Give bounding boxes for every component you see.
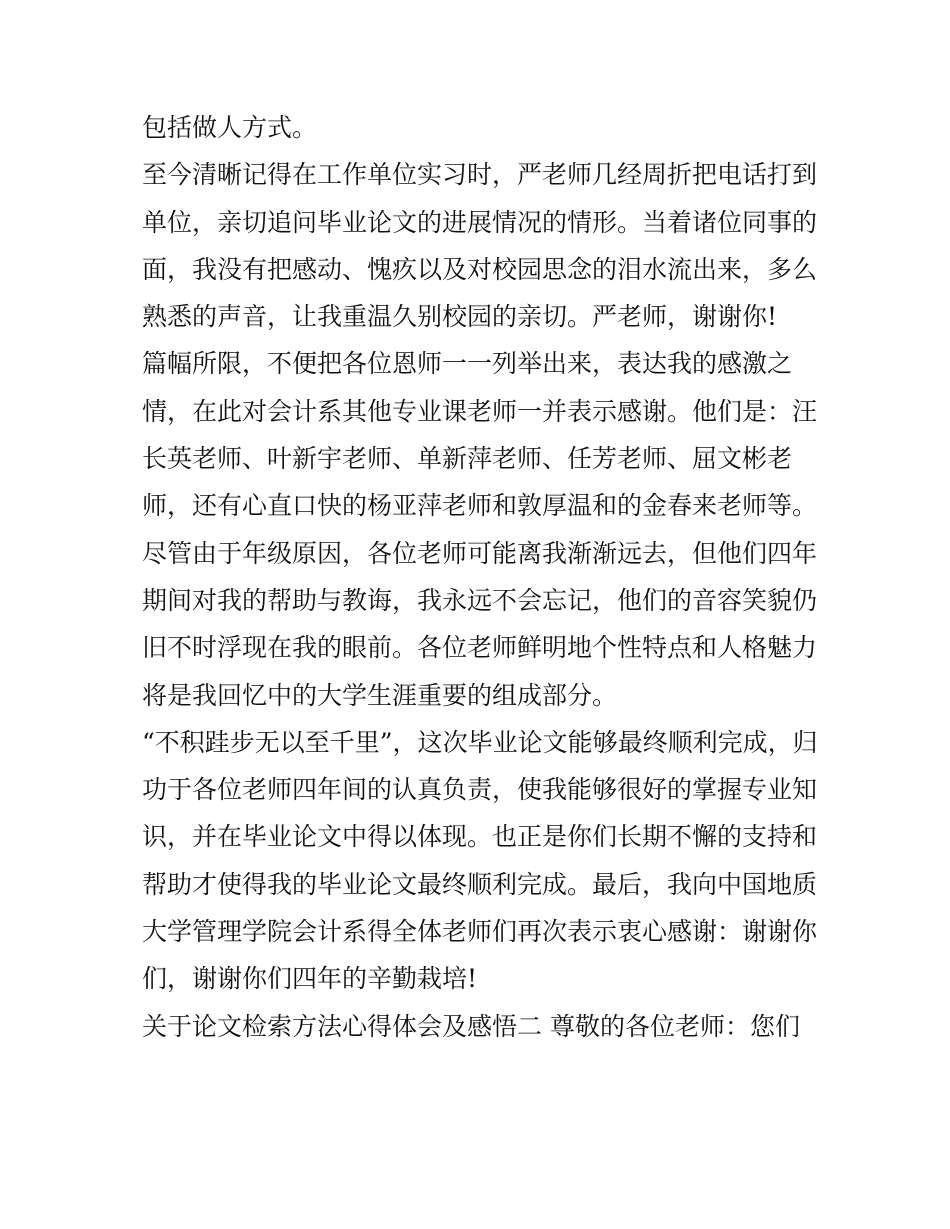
text-line: 包括做人方式。 bbox=[142, 113, 318, 142]
text-line: 长英老师、叶新宇老师、单新萍老师、任芳老师、屈文彬老 bbox=[142, 444, 793, 474]
text-line: 功于各位老师四年间的认真负责，使我能够很好的掌握专业知 bbox=[142, 775, 818, 805]
text-line: 们，谢谢你们四年的辛勤栽培! bbox=[142, 964, 478, 994]
text-line: 至今清晰记得在工作单位实习时，严老师几经周折把电话打到 bbox=[142, 160, 818, 190]
text-line: 大学管理学院会计系得全体老师们再次表示衷心感谢：谢谢你 bbox=[142, 917, 818, 947]
text-line: 情，在此对会计系其他专业课老师一并表示感谢。他们是：汪 bbox=[142, 396, 818, 426]
text-line: 识，并在毕业论文中得以体现。也正是你们长期不懈的支持和 bbox=[142, 822, 818, 852]
text-line: “不积跬步无以至千里”，这次毕业论文能够最终顺利完成，归 bbox=[142, 727, 818, 757]
text-line: 面，我没有把感动、愧疚以及对校园思念的泪水流出来，多么 bbox=[142, 254, 818, 284]
text-line: 熟悉的声音，让我重温久别校园的亲切。严老师，谢谢你! bbox=[142, 302, 778, 332]
text-line: 关于论文检索方法心得体会及感悟二 尊敬的各位老师：您们 bbox=[142, 1011, 800, 1041]
text-line: 篇幅所限，不便把各位恩师一一列举出来，表达我的感激之 bbox=[142, 349, 793, 379]
text-line: 师，还有心直口快的杨亚萍老师和敦厚温和的金春来老师等。 bbox=[142, 491, 818, 521]
text-line: 期间对我的帮助与教诲，我永远不会忘记，他们的音容笑貌仍 bbox=[142, 585, 818, 615]
text-line: 将是我回忆中的大学生涯重要的组成部分。 bbox=[142, 680, 618, 710]
text-line: 单位，亲切追问毕业论文的进展情况的情形。当着诸位同事的 bbox=[142, 207, 818, 237]
text-line: 旧不时浮现在我的眼前。各位老师鲜明地个性特点和人格魅力 bbox=[142, 633, 818, 663]
body-text bbox=[142, 104, 822, 1050]
text-line: 帮助才使得我的毕业论文最终顺利完成。最后，我向中国地质 bbox=[142, 869, 818, 899]
text-line: 尽管由于年级原因，各位老师可能离我渐渐远去，但他们四年 bbox=[142, 538, 818, 568]
